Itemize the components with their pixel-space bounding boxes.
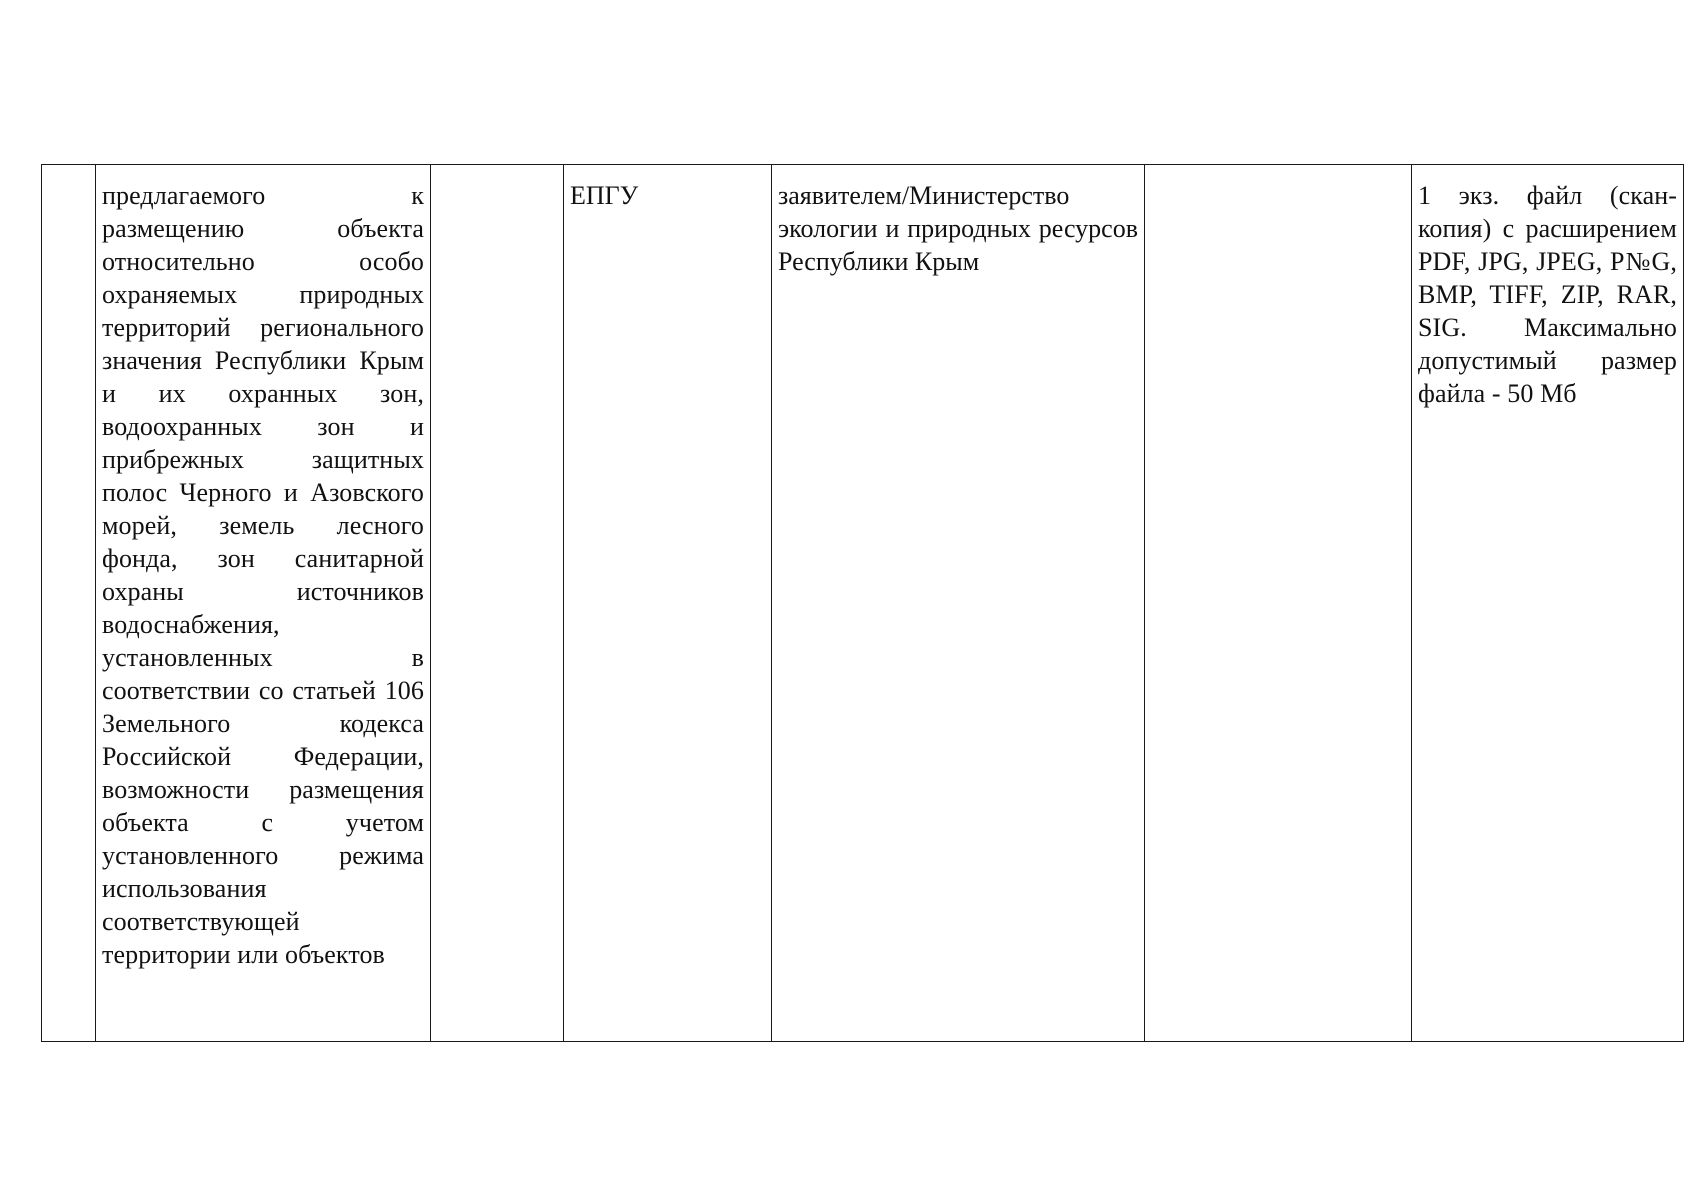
table-cell-description [96, 165, 431, 1042]
cell-text: предлагаемого к размещению объекта относительно особо охраняемых природных территорий регионального значения Республики Крым и их охранных зон, водоохранных зон и прибрежных защитных полос Черного и Азовского морей, земель лесного фонда, зон санитарной охраны источников водоснабжения, установленных в соответствии со статьей 106 Земельного кодекса Российской Федерации, возможности размещения объекта с учетом установленного режима использования соответствующей территории или объектов [102, 181, 424, 969]
cell-text: 1 экз. файл (скан-копия) с расширением PDF, JPG, JPEG, P№G, BMP, TIFF, ZIP, RAR, SIG. Максимально допустимый размер файла - 50 Мб [1418, 181, 1677, 408]
table-cell-empty [431, 165, 564, 1042]
cell-text: ЕПГУ [570, 181, 639, 210]
table-cell-channel [564, 165, 772, 1042]
table-cell-empty [1145, 165, 1412, 1042]
document-table [41, 164, 1684, 1042]
table-cell-format [1412, 165, 1684, 1042]
table-row [42, 165, 1684, 1042]
table-cell-provider [772, 165, 1145, 1042]
cell-text: заявителем/Министерство экологии и природных ресурсов Республики Крым [778, 181, 1138, 276]
table-cell-number [42, 165, 96, 1042]
